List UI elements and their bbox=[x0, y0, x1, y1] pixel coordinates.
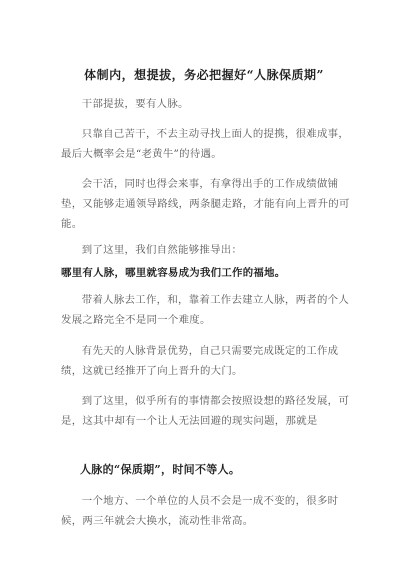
paragraph-5: 带着人脉去工作，和，靠着工作去建立人脉，两者的个人发展之路完全不是同一个难度。 bbox=[61, 294, 350, 326]
paragraph-3: 会干活，同时也得会来事，有拿得出手的工作成绩做铺垫，又能够走通领导路线，两条腿走路，才能有向上晋升的可能。 bbox=[61, 178, 350, 230]
paragraph-6: 有先天的人脉背景优势，自己只需要完成既定的工作成绩，这就已经推开了向上晋升的大门。 bbox=[61, 345, 339, 377]
section-paragraph: 一个地方、一个单位的人员不会是一成不变的，很多时候，两三年就会大换水，流动性非常高。 bbox=[61, 495, 339, 527]
paragraph-7: 到了这里，似乎所有的事情都会按照设想的路径发展，可是，这其中却有一个让人无法回避的现实问题，那就是 bbox=[61, 395, 350, 427]
document-title: 体制内，想提拔，务必把握好“人脉保质期” bbox=[84, 68, 324, 82]
section-heading: 人脉的“保质期”，时间不等人。 bbox=[80, 463, 241, 476]
paragraph-2: 只靠自己苦干，不去主动寻找上面人的提携，很难成事，最后大概率会是“老黄牛”的待遇。 bbox=[61, 128, 350, 160]
key-statement: 哪里有人脉，哪里就容易成为我们工作的福地。 bbox=[61, 267, 286, 279]
paragraph-4: 到了这里，我们自然能够推导出： bbox=[81, 244, 243, 256]
paragraph-1: 干部提拔，要有人脉。 bbox=[81, 98, 189, 110]
